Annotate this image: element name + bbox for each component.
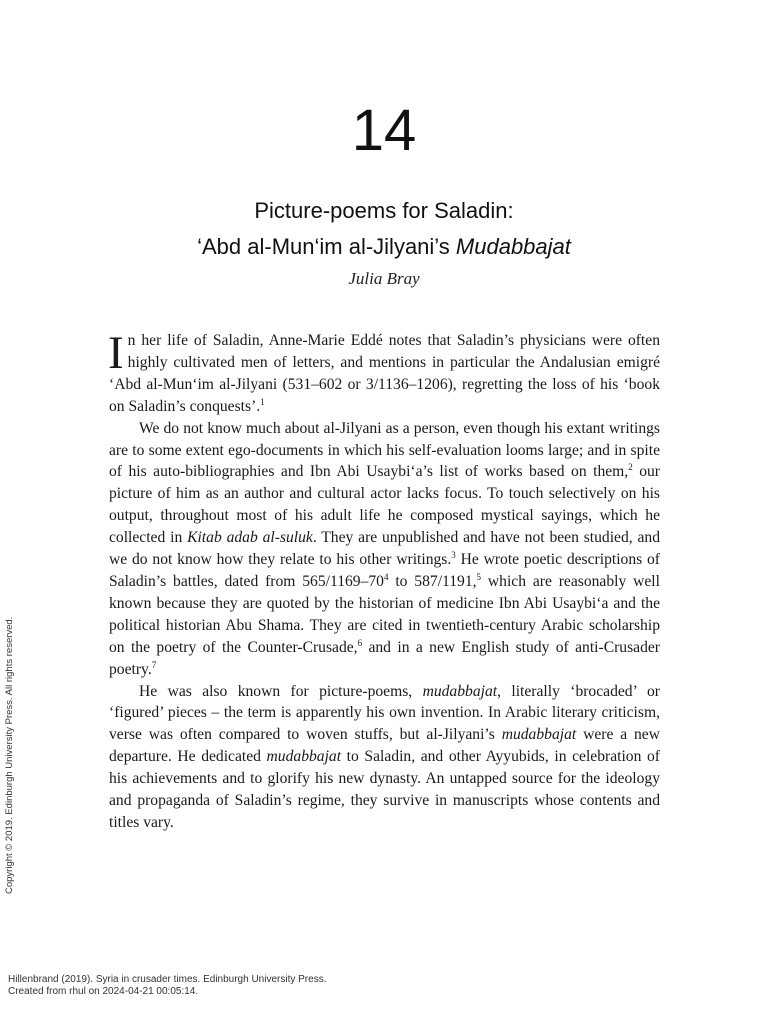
chapter-number: 14 <box>351 98 417 163</box>
author-name: Julia Bray <box>348 269 420 288</box>
paragraph-2-text-6: which are reasonably well known because they are quoted by the historian of medicine Ibn Abi Usaybi‘a and the political historian Abu Shama. They are cited in twentieth-century Arabic scholarship on the poetry of the Counter-Crusade, <box>109 572 660 656</box>
paragraph-2-text-2: our picture of him as an author and cultural actor lacks focus. To touch selectively on his output, throughout most of his adult life he composed mystical sayings, which he collected in <box>109 463 660 547</box>
term-mudabbajat-3: mudabbajat <box>266 748 342 766</box>
paragraph-2 <box>109 418 660 681</box>
paragraph-1-text: n her life of Saladin, Anne-Marie Eddé notes that Saladin’s physicians were often highly cultivated men of letters, and mentions in particular the Andalusian emigré ‘Abd al-Mun‘im al-Jilyani (531–602 or 3/1136–1206), regretting the loss of his ‘book on Saladin’s conquests’. <box>109 332 660 415</box>
paragraph-2-text-4: He wrote poetic descriptions of Saladin’s battles, dated from 565/1169–70 <box>109 551 660 590</box>
footnote-ref-3[interactable]: 3 <box>451 550 456 561</box>
chapter-title <box>0 193 768 265</box>
chapter-title-italic: Mudabbajat <box>455 234 571 259</box>
paragraph-3-text-4: to Saladin, and other Ayyubids, in celebration of his achievements and to glorify his new dynasty. An untapped source for the ideology and propaganda of Saladin’s regime, they survive in manuscripts whose contents and titles vary. <box>109 748 660 831</box>
paragraph-2-text-1: We do not know much about al-Jilyani as a person, even though his extant writings are to some extent ego-documents in which his self-evaluation looms large; and in spite of his auto-bibliographies and Ibn Abi Usaybi‘a’s list of works based on them, <box>109 419 660 481</box>
paragraph-2-text-5: to 587/1191, <box>388 572 477 590</box>
footnote-ref-7[interactable]: 7 <box>151 659 157 670</box>
paragraph-2-text-3: . They are unpublished and have not been studied, and we do not know how they relate to his other writings. <box>109 529 660 569</box>
paragraph-3-text-3: were a new departure. He dedicated <box>109 726 660 766</box>
page-footer <box>8 974 326 998</box>
paragraph-3-text-1: He was also known for picture-poems, <box>139 682 423 700</box>
footnote-ref-6[interactable]: 6 <box>357 637 363 648</box>
book-title-kitab: Kitab adab al-suluk <box>187 529 313 547</box>
paragraph-3 <box>109 681 660 834</box>
body-text <box>108 327 661 834</box>
paragraph-3-text-2: , literally ‘brocaded’ or ‘figured’ pieces – the term is apparently his own invention. In Arabic literary criticism, verse was often compared to woven stuffs, but al-Jilyani’s <box>109 682 660 744</box>
term-mudabbajat-2: mudabbajat <box>501 726 577 744</box>
chapter-title-line2 <box>0 229 768 265</box>
footnote-ref-2[interactable]: 2 <box>628 462 633 473</box>
chapter-title-line2-text: ‘Abd al-Mun‘im al-Jilyani’s <box>197 234 456 259</box>
footer-created: Created from rhul on 2024-04-21 00:05:14. <box>8 986 199 997</box>
copyright-notice: Copyright © 2019. Edinburgh University Press. All rights reserved. <box>4 616 15 894</box>
paragraph-1 <box>108 327 660 418</box>
footer-citation: Hillenbrand (2019). Syria in crusader times. Edinburgh University Press. <box>8 974 327 985</box>
footnote-ref-4[interactable]: 4 <box>383 571 389 582</box>
term-mudabbajat-1: mudabbajat <box>422 682 498 700</box>
footnote-ref-5[interactable]: 5 <box>476 571 482 582</box>
footnote-ref-1[interactable]: 1 <box>260 396 265 407</box>
chapter-title-line1: Picture-poems for Saladin: <box>254 198 514 223</box>
drop-cap: I <box>108 327 124 379</box>
paragraph-2-text-7: and in a new English study of anti-Crusader poetry. <box>109 638 661 678</box>
